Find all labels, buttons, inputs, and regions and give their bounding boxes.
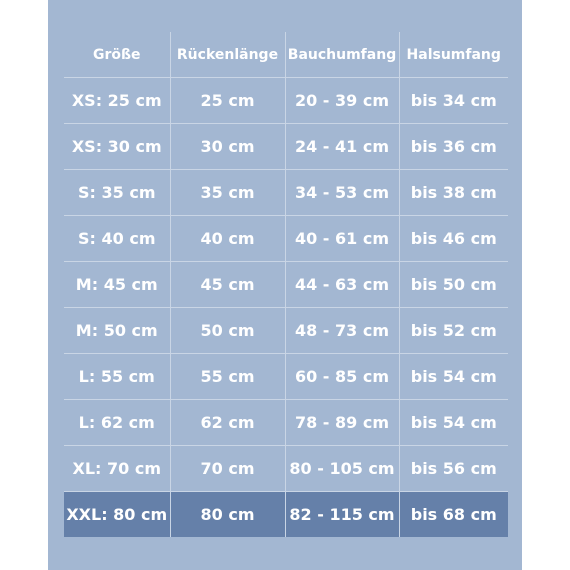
cell-neck: bis 52 cm — [399, 308, 508, 354]
cell-back-length: 62 cm — [170, 400, 285, 446]
table-row — [64, 400, 508, 446]
cell-belly: 20 - 39 cm — [285, 78, 399, 124]
cell-size: S: 35 cm — [64, 170, 170, 216]
cell-belly: 78 - 89 cm — [285, 400, 399, 446]
header-row — [64, 32, 508, 78]
table-row — [64, 170, 508, 216]
table-row — [64, 354, 508, 400]
cell-neck: bis 38 cm — [399, 170, 508, 216]
cell-back-length: 25 cm — [170, 78, 285, 124]
cell-neck: bis 34 cm — [399, 78, 508, 124]
cell-belly: 34 - 53 cm — [285, 170, 399, 216]
cell-size: S: 40 cm — [64, 216, 170, 262]
cell-neck: bis 68 cm — [399, 492, 508, 538]
cell-size: M: 45 cm — [64, 262, 170, 308]
table-row — [64, 78, 508, 124]
cell-neck: bis 56 cm — [399, 446, 508, 492]
cell-back-length: 30 cm — [170, 124, 285, 170]
table-row — [64, 124, 508, 170]
cell-neck: bis 46 cm — [399, 216, 508, 262]
cell-back-length: 50 cm — [170, 308, 285, 354]
cell-size: XS: 30 cm — [64, 124, 170, 170]
cell-back-length: 40 cm — [170, 216, 285, 262]
table-row — [64, 308, 508, 354]
cell-back-length: 55 cm — [170, 354, 285, 400]
cell-size: XL: 70 cm — [64, 446, 170, 492]
cell-back-length: 35 cm — [170, 170, 285, 216]
cell-belly: 24 - 41 cm — [285, 124, 399, 170]
cell-back-length: 45 cm — [170, 262, 285, 308]
cell-belly: 60 - 85 cm — [285, 354, 399, 400]
table-row-highlighted — [64, 492, 508, 538]
cell-size: L: 62 cm — [64, 400, 170, 446]
cell-size: XXL: 80 cm — [64, 492, 170, 538]
cell-neck: bis 50 cm — [399, 262, 508, 308]
header-bauchumfang: Bauchumfang — [285, 32, 399, 78]
table-row — [64, 262, 508, 308]
cell-size: M: 50 cm — [64, 308, 170, 354]
header-groesse: Größe — [64, 32, 170, 78]
table-row — [64, 216, 508, 262]
cell-belly: 44 - 63 cm — [285, 262, 399, 308]
table-row — [64, 446, 508, 492]
cell-neck: bis 54 cm — [399, 354, 508, 400]
header-halsumfang: Halsumfang — [399, 32, 508, 78]
cell-neck: bis 36 cm — [399, 124, 508, 170]
cell-belly: 40 - 61 cm — [285, 216, 399, 262]
cell-belly: 82 - 115 cm — [285, 492, 399, 538]
cell-belly: 48 - 73 cm — [285, 308, 399, 354]
cell-belly: 80 - 105 cm — [285, 446, 399, 492]
cell-size: L: 55 cm — [64, 354, 170, 400]
cell-back-length: 70 cm — [170, 446, 285, 492]
size-table — [64, 32, 508, 537]
cell-neck: bis 54 cm — [399, 400, 508, 446]
header-rueckenlaenge: Rückenlänge — [170, 32, 285, 78]
cell-size: XS: 25 cm — [64, 78, 170, 124]
cell-back-length: 80 cm — [170, 492, 285, 538]
size-chart-panel — [48, 0, 522, 570]
